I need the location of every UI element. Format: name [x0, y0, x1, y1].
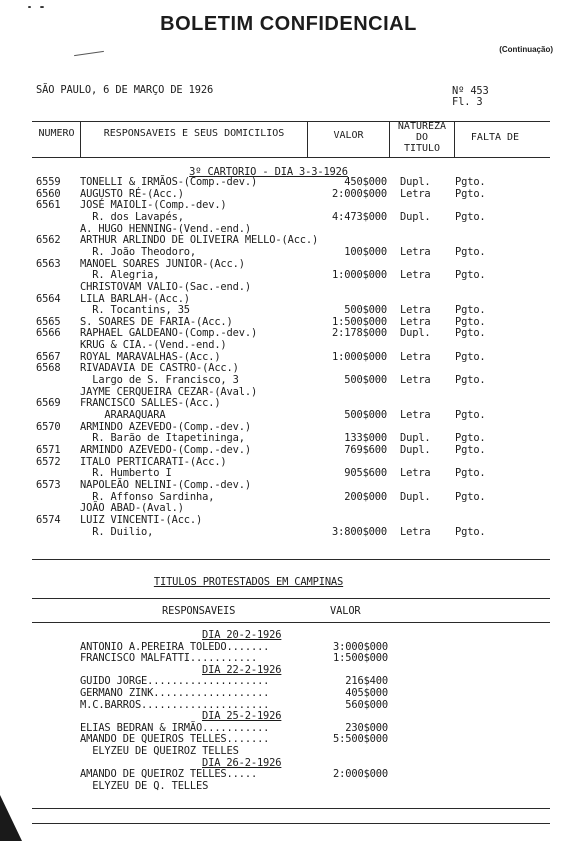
protest-name: ELYZEU DE QUEIROZ TELLES [80, 745, 239, 757]
entry-nature: Letra [400, 409, 431, 421]
entry-value: 500$000 [344, 304, 387, 317]
section-title: 3º CARTORIO - DIA 3-3-1926 [189, 166, 348, 178]
table-row [0, 492, 577, 503]
place-date: SÃO PAULO, 6 DE MARÇO DE 1926 [36, 84, 214, 96]
protest-value: 3:000$000 [333, 640, 388, 653]
protest-name: M.C.BARROS..................... [80, 698, 270, 711]
entry-nature: Dupl. [400, 327, 431, 340]
protest-name: ELIAS BEDRAN & IRMÃO........... [80, 721, 270, 734]
protest-row [0, 734, 577, 745]
protest-name: AMANDO DE QUEIROS TELLES....... [80, 733, 270, 746]
table-row [0, 422, 577, 433]
entry-responsible: MANOEL SOARES JUNIOR-(Acc.) [80, 257, 245, 270]
entry-value: 2:178$000 [332, 327, 387, 340]
table-row [0, 410, 577, 421]
entry-nature: Letra [400, 269, 431, 282]
entry-responsible: R. dos Lavapés, [80, 210, 184, 223]
table-row [0, 352, 577, 363]
protest-row [0, 653, 577, 664]
table-row [0, 457, 577, 468]
ink-speck [28, 6, 31, 8]
protest-rule-top [32, 598, 550, 599]
table-row [0, 224, 577, 235]
col-falta: FALTA DE [470, 132, 520, 143]
entry-responsible: A. HUGO HENNING-(Vend.-end.) [80, 222, 251, 235]
table-row [0, 212, 577, 223]
entry-value: 3:800$000 [332, 525, 387, 538]
entry-responsible: RIVADAVIA DE CASTRO-(Acc.) [80, 362, 239, 375]
entry-nature: Letra [400, 245, 431, 258]
table-row [0, 270, 577, 281]
bottom-rule [32, 808, 550, 809]
protest-value: 230$000 [345, 721, 388, 734]
entry-nature: Dupl. [400, 210, 431, 223]
protest-value: 560$000 [345, 698, 388, 711]
protest-row [0, 700, 577, 711]
entry-value: 500$000 [344, 409, 387, 421]
entry-responsible: CHRISTOVAM VALIO-(Sac.-end.) [80, 280, 251, 293]
entry-value: 4:473$000 [332, 210, 387, 223]
entry-value: 1:500$000 [332, 315, 387, 328]
entry-responsible: R. Barão de Itapetininga, [80, 432, 245, 445]
entry-number: 6564 [36, 292, 61, 305]
entry-reason: Pgto. [455, 187, 486, 200]
entry-number: 6574 [36, 513, 61, 526]
protest-row [0, 781, 577, 792]
entry-nature: Letra [400, 304, 431, 317]
table-row [0, 515, 577, 526]
entry-value: 100$000 [344, 245, 387, 258]
entry-responsible: NAPOLEÃO NELINI-(Comp.-dev.) [80, 478, 251, 491]
entry-responsible: AUGUSTO RÉ-(Acc.) [80, 187, 184, 200]
entry-responsible: JAYME CERQUEIRA CEZAR-(Aval.) [80, 385, 258, 398]
entry-reason: Pgto. [455, 304, 486, 317]
entry-reason: Pgto. [455, 525, 486, 538]
entry-value: 200$000 [344, 490, 387, 503]
table-row [0, 527, 577, 538]
entry-nature: Dupl. [400, 176, 431, 188]
table-row [0, 468, 577, 479]
divider [32, 559, 550, 560]
table-row [0, 480, 577, 491]
table-row [0, 433, 577, 444]
ink-speck [40, 6, 44, 8]
entry-number: 6573 [36, 478, 61, 491]
entry-number: 6571 [36, 443, 61, 456]
table-row [0, 363, 577, 374]
table-row [0, 398, 577, 409]
entry-number: 6563 [36, 257, 61, 270]
entry-responsible: R. João Theodoro, [80, 245, 197, 258]
table-row [0, 282, 577, 293]
entry-responsible: ARMINDO AZEVEDO-(Comp.-dev.) [80, 443, 251, 456]
entry-reason: Pgto. [455, 245, 486, 258]
table-row [0, 328, 577, 339]
protest-value: 405$000 [345, 687, 388, 699]
entry-responsible: ARARAQUARA [80, 409, 166, 421]
entry-responsible: JOÃO ABAD-(Aval.) [80, 502, 184, 515]
protest-date: DIA 20-2-1926 [202, 629, 282, 641]
entry-nature: Dupl. [400, 443, 431, 456]
protest-col-valor: VALOR [330, 605, 361, 617]
entry-reason: Pgto. [455, 490, 486, 503]
protest-row [0, 688, 577, 699]
entry-responsible: TONELLI & IRMÃOS-(Comp.-dev.) [80, 176, 258, 188]
protest-date: DIA 26-2-1926 [202, 756, 282, 769]
entry-responsible: KRUG & CIA.-(Vend.-end.) [80, 339, 227, 352]
entry-number: 6569 [36, 397, 61, 410]
col-numero: NUMERO [38, 128, 75, 139]
entry-reason: Pgto. [455, 327, 486, 340]
entry-reason: Pgto. [455, 269, 486, 282]
entry-reason: Pgto. [455, 176, 486, 188]
entry-responsible: R. Humberto I [80, 467, 172, 480]
entry-nature: Letra [400, 374, 431, 387]
protest-col-resp: RESPONSAVEIS [162, 605, 236, 617]
protest-name: AMANDO DE QUEIROZ TELLES..... [80, 768, 258, 781]
protest-rule-header [32, 622, 550, 623]
entry-nature: Letra [400, 467, 431, 480]
entry-responsible: ITALO PERTICARATI-(Acc.) [80, 455, 227, 468]
entry-responsible: R. Duilio, [80, 525, 154, 538]
entry-value: 1:000$000 [332, 269, 387, 282]
entry-responsible: LILA BARLAH-(Acc.) [80, 292, 190, 305]
entry-nature: Letra [400, 350, 431, 363]
entry-value: 769$600 [344, 443, 387, 456]
table-row [0, 375, 577, 386]
table-row [0, 247, 577, 258]
protest-date: DIA 22-2-1926 [202, 663, 282, 676]
col-valor: VALOR [333, 130, 364, 141]
protest-value: 2:000$000 [333, 768, 388, 781]
protest-row [0, 746, 577, 757]
col-natureza-titulo: TITULO [403, 143, 441, 154]
table-row [0, 177, 577, 188]
entry-nature: Dupl. [400, 490, 431, 503]
protest-name: FRANCISCO MALFATTI........... [80, 652, 258, 665]
col-natureza: NATUREZA [397, 121, 447, 132]
entry-value: 133$000 [344, 432, 387, 445]
protest-row [0, 676, 577, 687]
table-row [0, 235, 577, 246]
protest-name: GUIDO JORGE.................... [80, 675, 270, 688]
col-natureza-do: DO [415, 132, 429, 143]
table-row [0, 503, 577, 514]
entry-reason: Pgto. [455, 432, 486, 445]
protest-date: DIA 25-2-1926 [202, 710, 282, 723]
table-row [0, 317, 577, 328]
entry-number: 6562 [36, 234, 61, 247]
entry-reason: Pgto. [455, 210, 486, 223]
entry-reason: Pgto. [455, 374, 486, 387]
entry-reason: Pgto. [455, 443, 486, 456]
table-row [0, 200, 577, 211]
entry-nature: Letra [400, 315, 431, 328]
entry-nature: Letra [400, 187, 431, 200]
bottom-rule-2 [32, 823, 550, 824]
entry-responsible: S. SOARES DE FARIA-(Acc.) [80, 315, 233, 328]
protest-row [0, 723, 577, 734]
entry-responsible: R. Tocantins, 35 [80, 304, 190, 317]
entry-number: 6561 [36, 199, 61, 212]
protest-value: 1:500$000 [333, 652, 388, 665]
table-row [0, 340, 577, 351]
entry-responsible: R. Alegria, [80, 269, 160, 282]
protest-title: TITULOS PROTESTADOS EM CAMPINAS [153, 576, 344, 588]
protest-name: ANTONIO A.PEREIRA TOLEDO....... [80, 640, 270, 653]
protest-value: 216$400 [345, 675, 388, 688]
entry-responsible: ROYAL MARAVALHAS-(Acc.) [80, 350, 221, 363]
protest-name: GERMANO ZINK................... [80, 687, 270, 699]
entry-number: 6568 [36, 362, 61, 375]
protest-value: 5:500$000 [333, 733, 388, 746]
entry-value: 1:000$000 [332, 350, 387, 363]
entry-value: 500$000 [344, 374, 387, 387]
entry-value: 905$600 [344, 467, 387, 480]
entry-value: 2:000$000 [332, 187, 387, 200]
entry-reason: Pgto. [455, 315, 486, 328]
entry-nature: Dupl. [400, 432, 431, 445]
protest-row [0, 642, 577, 653]
entry-responsible: RAPHAEL GALDEANO-(Comp.-dev.) [80, 327, 258, 340]
entry-number: 6570 [36, 420, 61, 433]
entry-number: 6559 [36, 176, 61, 188]
protest-row [0, 769, 577, 780]
protest-name: ELYZEU DE Q. TELLES [80, 779, 209, 792]
entry-nature: Letra [400, 525, 431, 538]
table-row [0, 387, 577, 398]
sheet-number: Fl. 3 [452, 96, 483, 108]
col-responsaveis: RESPONSAVEIS E SEUS DOMICILIOS [103, 128, 285, 139]
entry-number: 6572 [36, 455, 61, 468]
table-row [0, 445, 577, 456]
table-row [0, 189, 577, 200]
entry-reason: Pgto. [455, 350, 486, 363]
entry-responsible: JOSÉ MAIOLI-(Comp.-dev.) [80, 199, 227, 212]
entry-responsible: ARMINDO AZEVEDO-(Comp.-dev.) [80, 420, 251, 433]
entry-reason: Pgto. [455, 467, 486, 480]
entry-number: 6565 [36, 315, 61, 328]
entry-value: 450$000 [344, 176, 387, 188]
entry-responsible: R. Affonso Sardinha, [80, 490, 215, 503]
corner-shadow [0, 795, 22, 841]
table-row [0, 259, 577, 270]
page-title: BOLETIM CONFIDENCIAL [160, 13, 417, 35]
entry-responsible: LUIZ VINCENTI-(Acc.) [80, 513, 203, 526]
table-row [0, 305, 577, 316]
pen-mark [74, 51, 104, 56]
entry-number: 6566 [36, 327, 61, 340]
entry-reason: Pgto. [455, 409, 486, 421]
bulletin-number: Nº 453 [452, 85, 489, 97]
table-row [0, 294, 577, 305]
entry-responsible: ARTHUR ARLINDO DE OLIVEIRA MELLO-(Acc.) [80, 234, 319, 247]
entry-responsible: Largo de S. Francisco, 3 [80, 374, 239, 387]
continuation-label: (Continuação) [499, 45, 553, 54]
entry-number: 6560 [36, 187, 61, 200]
entry-number: 6567 [36, 350, 61, 363]
entry-responsible: FRANCISCO SALLES-(Acc.) [80, 397, 221, 410]
